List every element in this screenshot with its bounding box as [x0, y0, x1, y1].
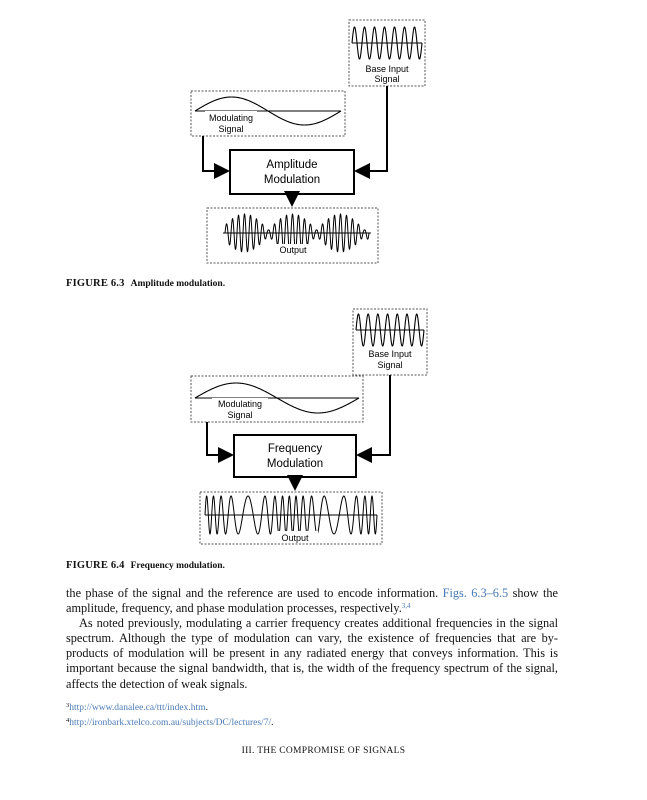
footnote-3: $^3$http://www.danalee.ca/ttt/index.htm.: [66, 702, 208, 713]
footnote-url[interactable]: http://www.danalee.ca/ttt/index.htm: [69, 703, 206, 713]
base-input-label-1: Base Input: [365, 64, 409, 74]
base-input-label-2: Signal: [374, 74, 400, 84]
amplitude-modulation-box: [230, 150, 354, 194]
figure-frequency-modulation: [0, 300, 647, 550]
paragraph-1: the phase of the signal and the reference are used to encode information. Figs. 6.3–6.5 show the amplitude, frequency, and phase modulation processes, respectively.$^{3,4}$: [66, 586, 558, 616]
process-label-2: Modulation: [266, 458, 324, 470]
caption-text: Amplitude modulation.: [130, 279, 226, 289]
caption-number: FIGURE 6.4: [66, 560, 125, 571]
modulating-label-1: Modulating: [208, 113, 254, 123]
frequency-modulation-box: [234, 435, 356, 477]
footnote-4: $^4$http://ironbark.xtelco.com.au/subjects/DC/lectures/7/.: [66, 717, 274, 728]
process-label-1: Frequency: [267, 443, 323, 455]
footnote-reference[interactable]: 3,4: [401, 602, 411, 611]
figure-6-3-caption: [66, 278, 225, 289]
carrier-waveform: [356, 314, 424, 346]
figure-6-4-caption: [66, 560, 225, 571]
modulating-label-2: Signal: [218, 124, 244, 134]
footnotes: [66, 701, 273, 731]
output-label: Output: [281, 533, 309, 543]
body-text: [66, 586, 558, 692]
page-footer: III. THE COMPROMISE OF SIGNALS: [241, 746, 406, 756]
process-label-1: Amplitude: [266, 159, 318, 171]
footnote-url[interactable]: http://ironbark.xtelco.com.au/subjects/DC/lectures/7/: [69, 718, 272, 728]
modulating-label-1: Modulating: [217, 399, 263, 409]
process-label-2: Modulation: [263, 174, 321, 186]
caption-text: Frequency modulation.: [130, 561, 225, 571]
carrier-waveform: [352, 27, 422, 59]
caption-number: FIGURE 6.3: [66, 278, 125, 289]
figure-amplitude-modulation: [0, 0, 647, 275]
figure-reference-link[interactable]: Figs. 6.3–6.5: [442, 586, 509, 600]
arrow-modulating-to-process: [207, 422, 232, 455]
output-label: Output: [279, 245, 307, 255]
base-input-label-2: Signal: [377, 360, 403, 370]
modulating-label-2: Signal: [227, 410, 253, 420]
arrow-modulating-to-process: [203, 136, 228, 171]
base-input-label-1: Base Input: [368, 349, 412, 359]
arrow-base-to-process: [356, 86, 387, 171]
paragraph-2: As noted previously, modulating a carrier frequency creates additional frequencies in the signal spectrum. Although the type of modulation can vary, the existence of frequencies that are by-products of modulation will be present in any radiated energy that conveys information. This is important because the signal bandwidth, that is, the width of the frequency spectrum of the signal, affects the detection of weak signals.: [66, 616, 558, 691]
